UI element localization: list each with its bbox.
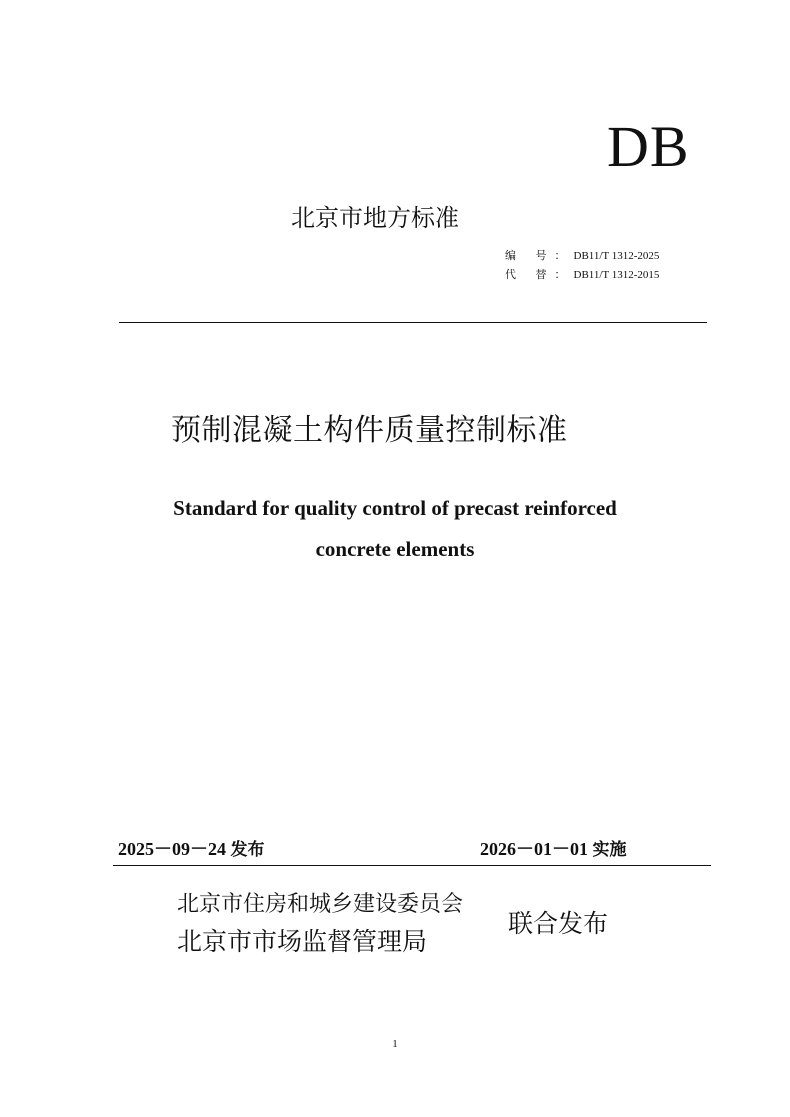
standard-number-value: DB11/T 1312-2025: [573, 250, 660, 262]
implementation-date: [480, 835, 627, 864]
issuer-market-supervision: 北京市市场监督管理局: [177, 927, 428, 956]
document-title-english-line2: concrete elements: [315, 537, 475, 561]
standard-number: [505, 248, 659, 264]
top-divider: [119, 322, 707, 323]
issue-date-value: 2025－09－24: [118, 839, 226, 859]
db-logo: DB: [607, 114, 690, 179]
joint-issue-label: 联合发布: [508, 909, 609, 938]
replaces-value: DB11/T 1312-2015: [573, 269, 660, 281]
page-number: 1: [392, 1038, 398, 1050]
standard-number-label: 编 号：: [505, 249, 574, 262]
bottom-divider: [113, 865, 711, 866]
implementation-date-suffix: 实施: [592, 840, 627, 860]
issuer-housing-commission: 北京市住房和城乡建设委员会: [177, 892, 464, 917]
replaces-number: [505, 267, 659, 283]
document-title-chinese: 预制混凝土构件质量控制标准: [171, 413, 568, 448]
issue-date-suffix: 发布: [230, 840, 265, 860]
implementation-date-value: 2026－01－01: [480, 839, 588, 859]
document-title-english-line1: Standard for quality control of precast reinforced: [173, 496, 617, 520]
issue-date: [118, 835, 265, 864]
standard-type-heading: 北京市地方标准: [291, 204, 459, 232]
replaces-label: 代 替：: [505, 268, 574, 281]
